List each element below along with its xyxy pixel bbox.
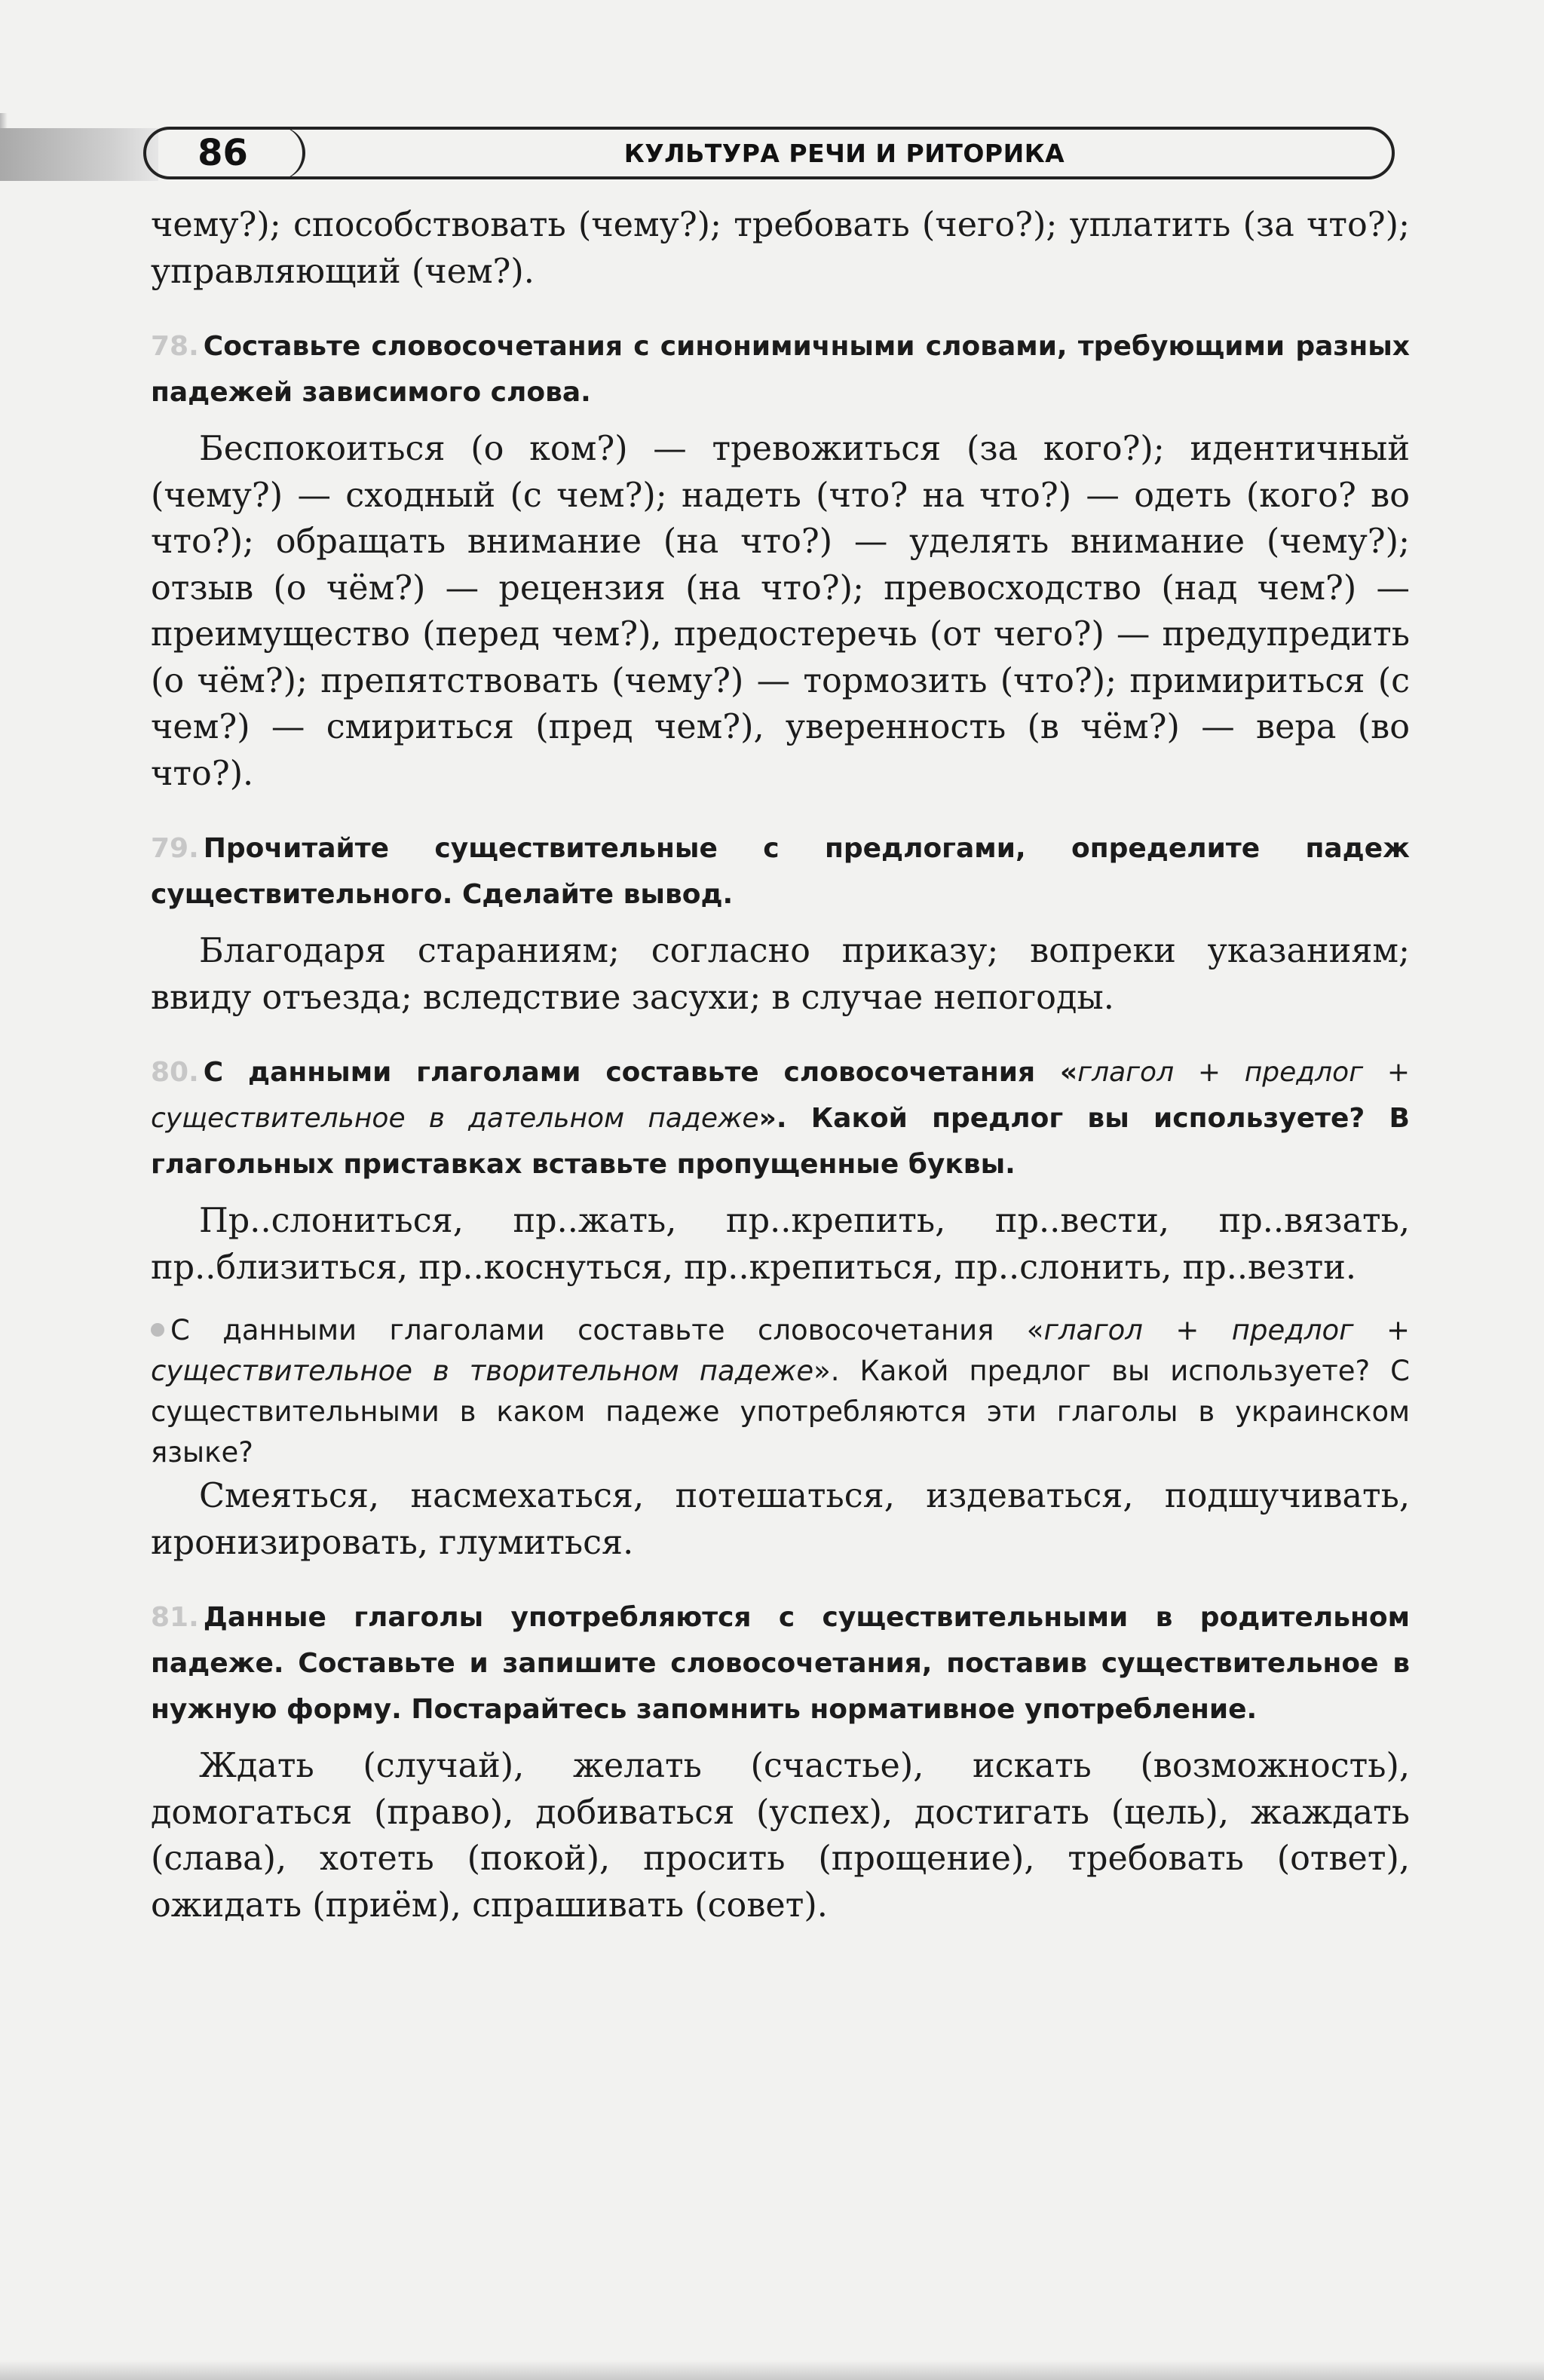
exercise-80-extra-text: Смеяться, насмехаться, потешаться, издеваться, подшучивать, иронизировать, глумиться.	[151, 1477, 1410, 1562]
exercise-79	[151, 825, 1410, 1021]
exercise-80-text: Пр..слониться, пр..жать, пр..крепить, пр..вести, пр..вязать, пр..близиться, пр..коснуться, пр..крепиться, пр..слонить, пр..везти.	[151, 1202, 1410, 1287]
exercise-81-instruction: 81. Данные глаголы употребляются с существительными в родительном падеже. Составьте и запишите словосочетания, поставив существительное в нужную форму. Постарайтесь запомнить нормативное употребление.	[151, 1602, 1410, 1725]
exercise-number: 80.	[151, 1057, 199, 1088]
exercise-81	[151, 1594, 1410, 1928]
exercise-79-text: Благодаря стараниям; согласно приказу; вопреки указаниям; ввиду отъезда; вследствие засухи; в случае непогоды.	[151, 932, 1410, 1017]
exercise-81-text: Ждать (случай), желать (счастье), искать (возможность), домогаться (право), добиваться (успех), достигать (цель), жаждать (слава), хотеть (покой), просить (прощение), требовать (ответ), ожидать (приём), спрашивать (совет).	[151, 1747, 1410, 1925]
exercise-80	[151, 1049, 1410, 1566]
exercise-number: 81.	[151, 1602, 199, 1633]
exercise-80-instruction: 80. С данными глаголами составьте словосочетания «глагол + предлог + существительное в дательном падеже». Какой предлог вы используете? В глагольных приставках вставьте пропущенные буквы.	[151, 1057, 1411, 1180]
exercise-78-instruction: 78. Составьте словосочетания с синонимичными словами, требующими разных падежей зависимого слова.	[151, 331, 1410, 408]
continuation-text: чему?); способствовать (чему?); требовать (чего?); уплатить (за что?); управляющий (чем?).	[151, 206, 1410, 291]
running-title: КУЛЬТУРА РЕЧИ И РИТОРИКА	[623, 138, 1065, 168]
exercise-number: 78.	[151, 331, 199, 362]
exercise-78-text: Беспокоиться (о ком?) — тревожиться (за кого?); идентичный (чему?) — сходный (с чем?); надеть (что? на что?) — одеть (кого? во что?); обращать внимание (на что?) — уделять внимание (чему?); отзыв (о чём?) — рецензия (на что?); превосходство (над чем?) — преимущество (перед чем?), предостеречь (от чего?) — предупредить (о чём?); препятствовать (чему?) — тормозить (что?); примириться (с чем?) — смириться (пред чем?), уверенность (в чём?) — вера (во что?).	[151, 430, 1410, 793]
page-header	[0, 122, 1410, 190]
exercise-78	[151, 323, 1410, 797]
bullet-icon	[151, 1323, 164, 1337]
exercise-79-instruction: 79. Прочитайте существительные с предлогами, определите падеж существительного. Сделайте вывод.	[151, 833, 1410, 910]
exercise-number: 79.	[151, 833, 199, 864]
page-bottom-edge	[0, 2360, 1544, 2380]
page-body	[151, 202, 1410, 1928]
exercise-80-extra-task: С данными глаголами составьте словосочетания «глагол + предлог + существительное в творительном падеже». Какой предлог вы используете? С существительными в каком падеже употребляются эти глаголы в украинском языке?	[151, 1314, 1411, 1469]
header-tone	[0, 128, 158, 181]
page-number: 86	[143, 127, 305, 179]
